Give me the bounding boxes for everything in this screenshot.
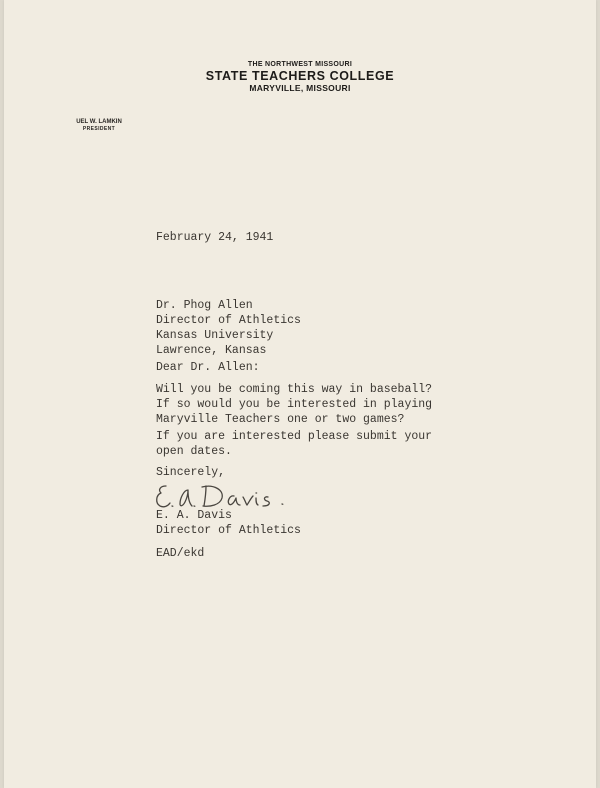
recipient-line: Director of Athletics xyxy=(156,314,301,327)
body-line: open dates. xyxy=(156,445,232,458)
letterhead-location: MARYVILLE, MISSOURI xyxy=(249,83,351,93)
recipient-line: Kansas University xyxy=(156,329,274,342)
salutation: Dear Dr. Allen: xyxy=(156,361,260,374)
sender-title: Director of Athletics xyxy=(156,524,301,537)
body-line: Maryville Teachers one or two games? xyxy=(156,413,405,426)
body-line: If so would you be interested in playing xyxy=(156,398,433,411)
body-line: If you are interested please submit your xyxy=(156,430,433,443)
body-paragraph-2 xyxy=(156,429,432,459)
recipient-line: Lawrence, Kansas xyxy=(156,344,267,357)
closing: Sincerely, xyxy=(156,466,226,479)
letter-date: February 24, 1941 xyxy=(156,231,274,244)
recipient-address xyxy=(156,298,301,358)
letterhead-top-line: THE NORTHWEST MISSOURI xyxy=(247,61,353,68)
reference-initials: EAD/ekd xyxy=(156,547,205,560)
signature-block xyxy=(156,508,301,538)
letterhead-institution: STATE TEACHERS COLLEGE xyxy=(205,69,395,83)
sender-name: E. A. Davis xyxy=(156,509,232,522)
president-title: PRESIDENT xyxy=(82,126,116,132)
body-line: Will you be coming this way in baseball? xyxy=(156,383,433,396)
president-name: UEL W. LAMKIN xyxy=(76,119,122,125)
recipient-line: Dr. Phog Allen xyxy=(156,299,253,312)
letter-page xyxy=(4,0,596,788)
body-paragraph-1 xyxy=(156,382,432,427)
